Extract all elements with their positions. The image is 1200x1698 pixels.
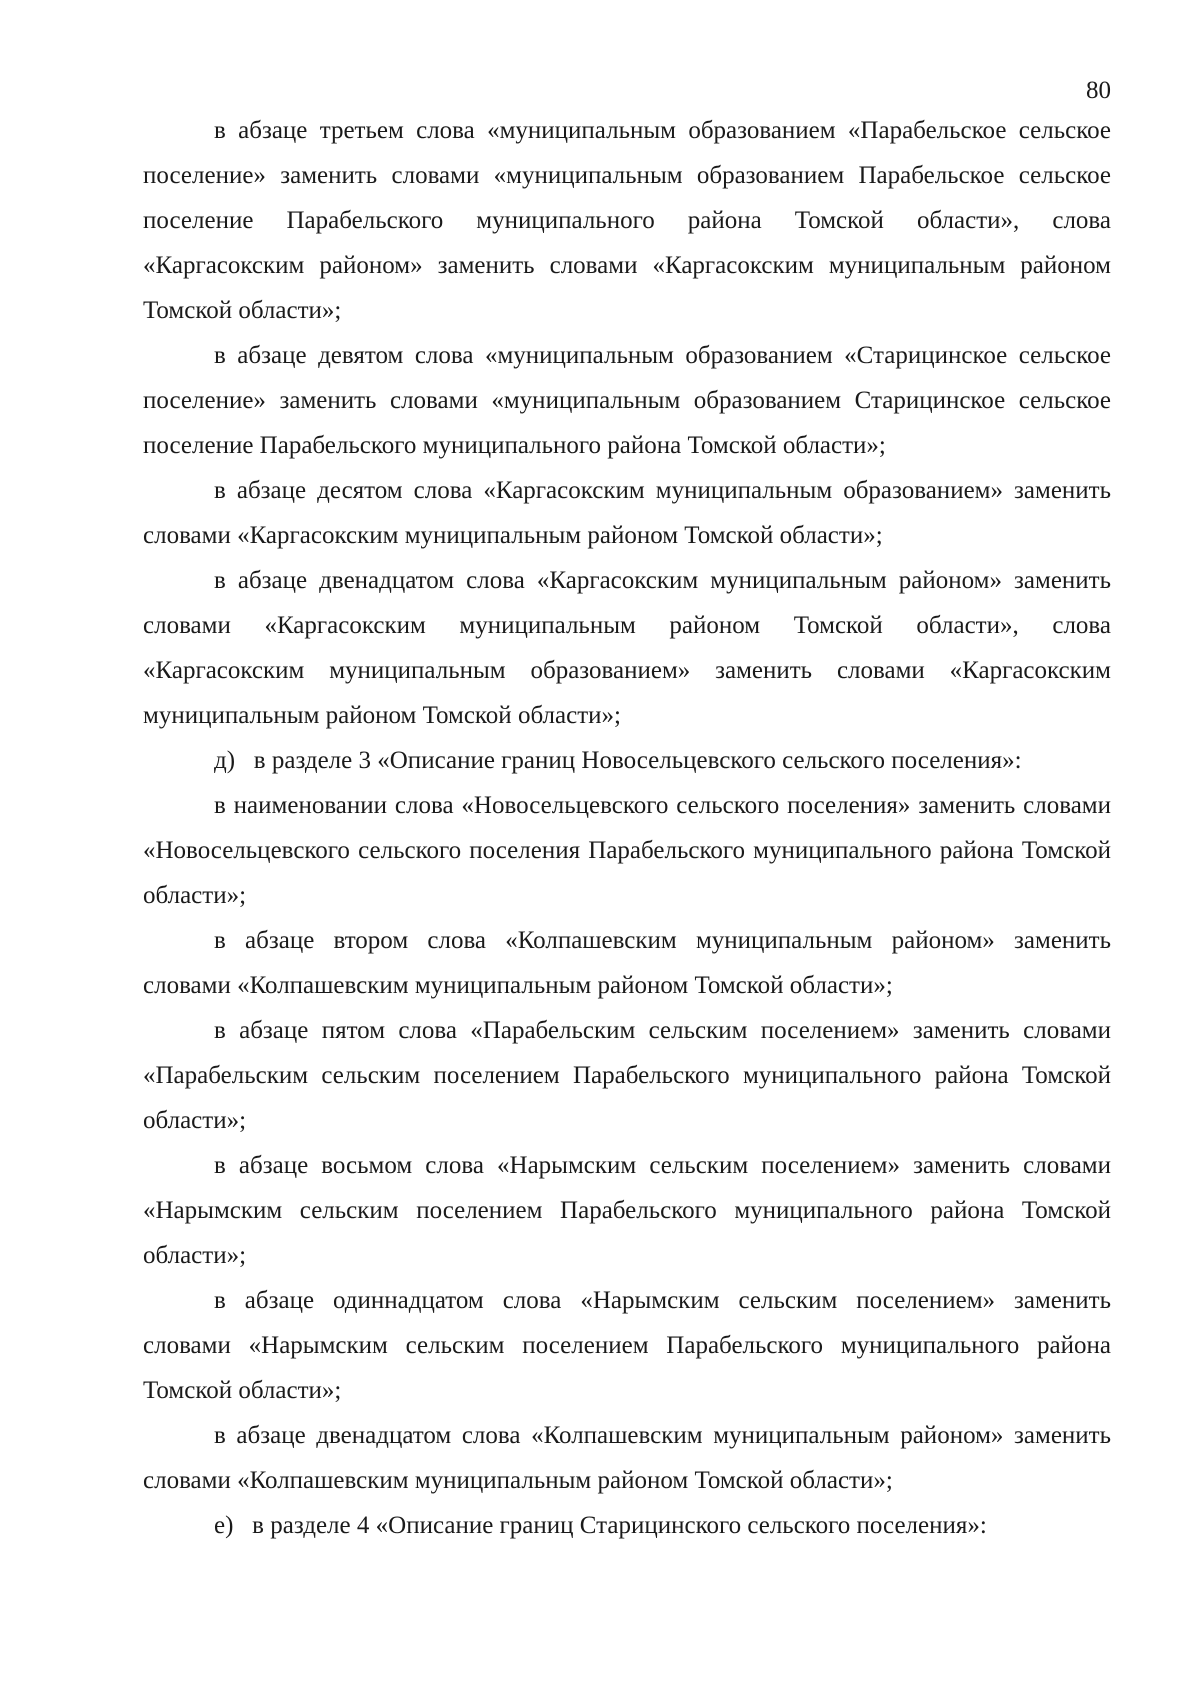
paragraph: в абзаце восьмом слова «Нарымским сельским поселением» заменить словами «Нарымским сельским поселением Парабельского муниципального района Томской области»; <box>143 1152 1111 1269</box>
paragraph: в абзаце одиннадцатом слова «Нарымским сельским поселением» заменить словами «Нарымским сельским поселением Парабельского муниципального района Томской области»; <box>143 1287 1111 1404</box>
page-number: 80 <box>1086 77 1111 104</box>
paragraph: в абзаце двенадцатом слова «Колпашевским муниципальным районом» заменить словами «Колпашевским муниципальным районом Томской области»; <box>143 1422 1111 1494</box>
document-body <box>143 108 1111 1548</box>
paragraph: в наименовании слова «Новосельцевского сельского поселения» заменить словами «Новосельцевского сельского поселения Парабельского муниципального района Томской области»; <box>143 792 1111 909</box>
paragraph: в абзаце девятом слова «муниципальным образованием «Старицинское сельское поселение» заменить словами «муниципальным образованием Старицинское сельское поселение Парабельского муниципального района Томской области»; <box>143 342 1111 459</box>
paragraph: в абзаце третьем слова «муниципальным образованием «Парабельское сельское поселение» заменить словами «муниципальным образованием Парабельское сельское поселение Парабельского муниципального района Томской области», слова «Каргасокским районом» заменить словами «Каргасокским муниципальным районом Томской области»; <box>143 117 1111 324</box>
paragraph: в абзаце втором слова «Колпашевским муниципальным районом» заменить словами «Колпашевским муниципальным районом Томской области»; <box>143 927 1111 999</box>
paragraph: в абзаце пятом слова «Парабельским сельским поселением» заменить словами «Парабельским сельским поселением Парабельского муниципального района Томской области»; <box>143 1017 1111 1134</box>
section-item-d: д) в разделе 3 «Описание границ Новосельцевского сельского поселения»: <box>214 747 1022 774</box>
section-item-e: е) в разделе 4 «Описание границ Старицинского сельского поселения»: <box>214 1512 987 1539</box>
paragraph: в абзаце двенадцатом слова «Каргасокским муниципальным районом» заменить словами «Каргасокским муниципальным районом Томской области», слова «Каргасокским муниципальным образованием» заменить словами «Каргасокским муниципальным районом Томской области»; <box>143 567 1111 729</box>
paragraph: в абзаце десятом слова «Каргасокским муниципальным образованием» заменить словами «Каргасокским муниципальным районом Томской области»; <box>143 477 1111 549</box>
